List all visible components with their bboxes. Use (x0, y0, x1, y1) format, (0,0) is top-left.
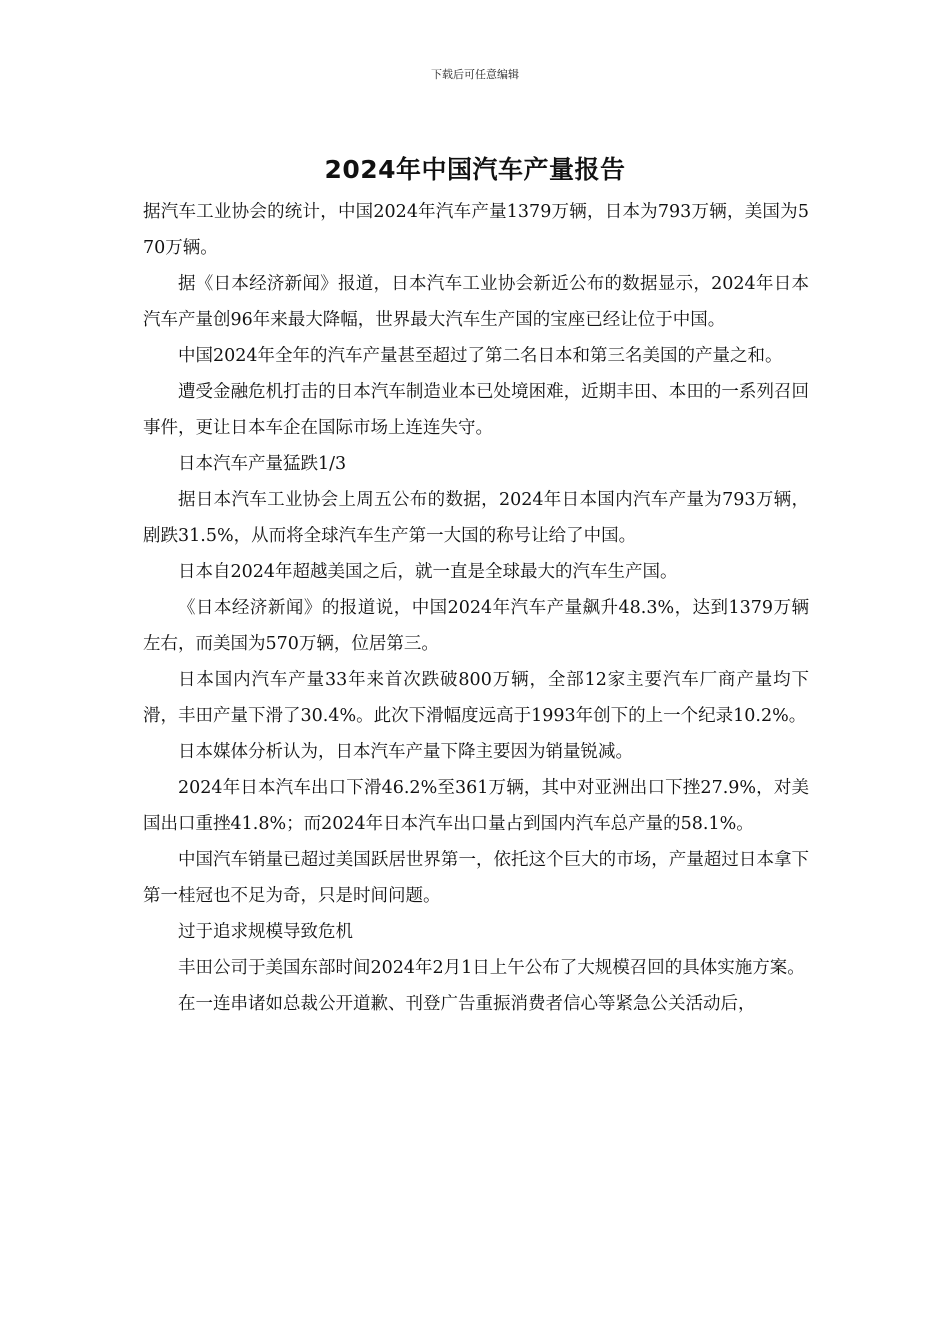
paragraph: 遭受金融危机打击的日本汽车制造业本已处境困难，近期丰田、本田的一系列召回事件，更让日本车企在国际市场上连连失守。 (143, 382, 809, 438)
paragraph: 丰田公司于美国东部时间2024年2月1日上午公布了大规模召回的具体实施方案。 (178, 958, 805, 978)
paragraph: 中国汽车销量已超过美国跃居世界第一，依托这个巨大的市场，产量超过日本拿下第一桂冠也不足为奇，只是时间问题。 (143, 850, 809, 906)
paragraph: 在一连串诸如总裁公开道歉、刊登广告重振消费者信心等紧急公关活动后， (178, 994, 756, 1014)
header-note: 下载后可任意编辑 (431, 68, 519, 81)
section-heading: 过于追求规模导致危机 (178, 922, 353, 942)
paragraph: 日本国内汽车产量33年来首次跌破800万辆，全部12家主要汽车厂商产量均下滑，丰田产量下滑了30.4%。此次下滑幅度远高于1993年创下的上一个纪录10.2%。 (143, 670, 809, 726)
paragraph: 据《日本经济新闻》报道，日本汽车工业协会新近公布的数据显示，2024年日本汽车产量创96年来最大降幅，世界最大汽车生产国的宝座已经让位于中国。 (143, 274, 809, 330)
section-heading: 日本汽车产量猛跌1/3 (178, 454, 347, 474)
paragraph: 据汽车工业协会的统计，中国2024年汽车产量1379万辆，日本为793万辆，美国为570万辆。 (143, 202, 809, 258)
paragraph: 2024年日本汽车出口下滑46.2%至361万辆，其中对亚洲出口下挫27.9%，对美国出口重挫41.8%；而2024年日本汽车出口量占到国内汽车总产量的58.1%。 (143, 778, 809, 834)
paragraph: 《日本经济新闻》的报道说，中国2024年汽车产量飙升48.3%，达到1379万辆左右，而美国为570万辆，位居第三。 (143, 598, 809, 654)
paragraph: 日本媒体分析认为，日本汽车产量下降主要因为销量锐减。 (178, 742, 633, 762)
document-title: 2024年中国汽车产量报告 (324, 155, 626, 184)
paragraph: 据日本汽车工业协会上周五公布的数据，2024年日本国内汽车产量为793万辆，剧跌31.5%，从而将全球汽车生产第一大国的称号让给了中国。 (143, 490, 809, 546)
paragraph: 日本自2024年超越美国之后，就一直是全球最大的汽车生产国。 (178, 562, 678, 582)
document-body (143, 194, 809, 1022)
paragraph: 中国2024年全年的汽车产量甚至超过了第二名日本和第三名美国的产量之和。 (178, 346, 783, 366)
